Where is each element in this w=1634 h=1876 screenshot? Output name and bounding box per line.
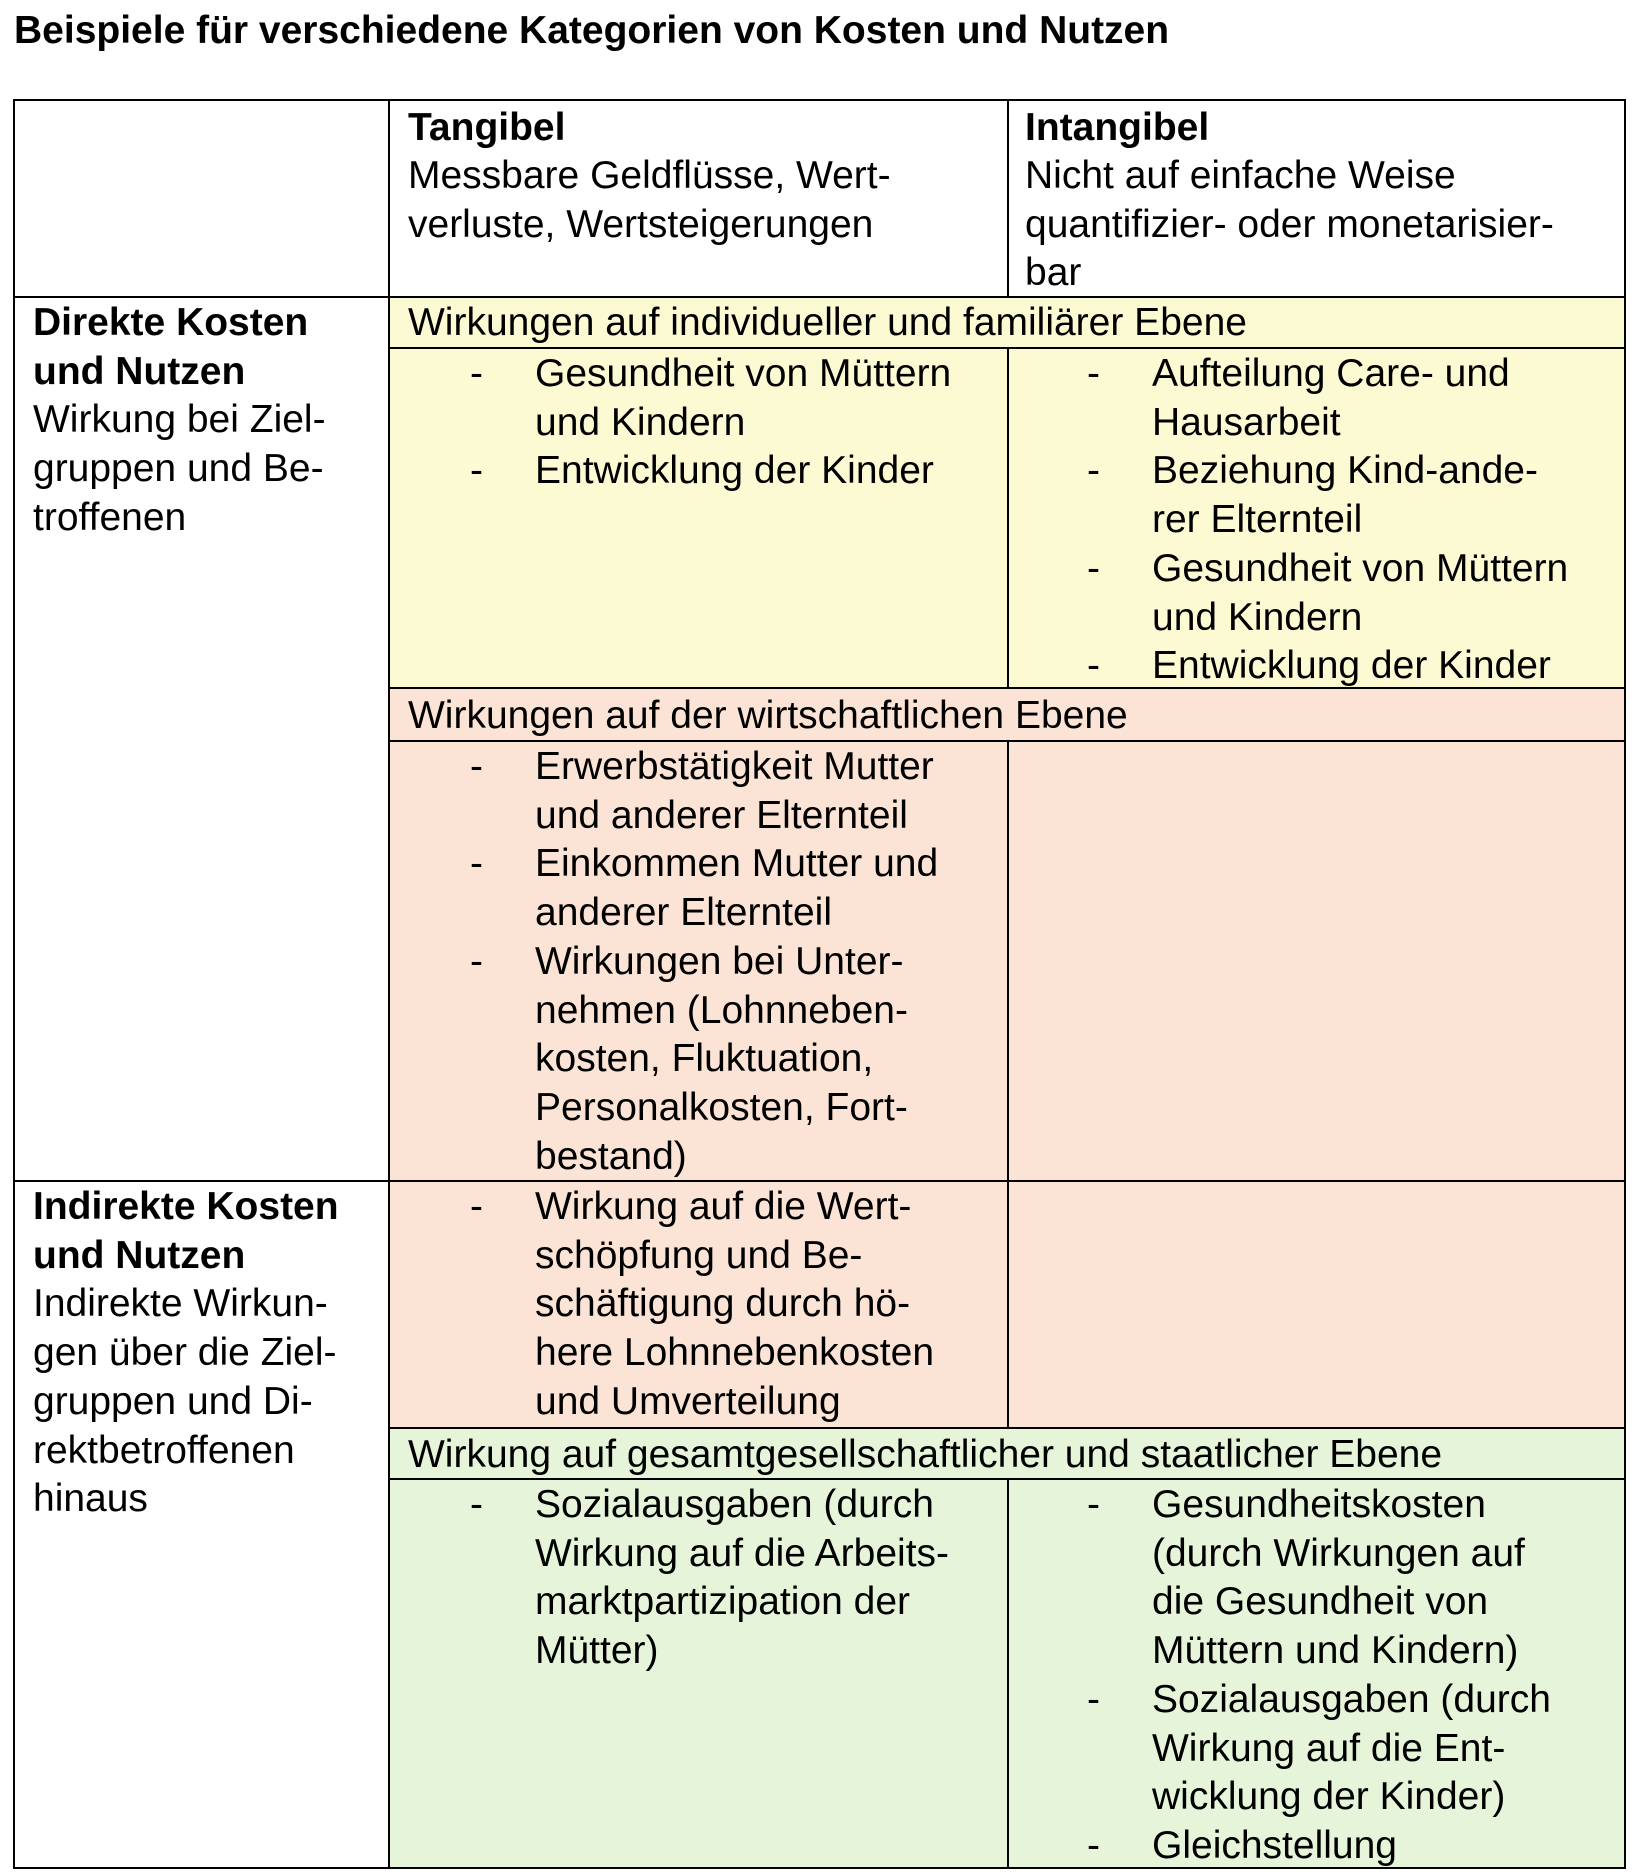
- list-item: Einkommen Mutter und: [535, 842, 939, 886]
- bullet-dash: -: [470, 352, 483, 395]
- list-item: bestand): [535, 1134, 687, 1178]
- row-description-indirekt: gen über die Ziel-: [33, 1331, 337, 1375]
- row-description-direkt: Wirkung bei Ziel-: [33, 398, 326, 442]
- table-border-right: [1624, 99, 1626, 1869]
- column-divider-2: [1007, 347, 1009, 688]
- row-description-direkt: troffenen: [33, 495, 187, 539]
- row-description-indirekt: rektbetroffenen: [33, 1428, 295, 1472]
- row-header-direkt: und Nutzen: [33, 349, 246, 393]
- list-item: Aufteilung Care- und: [1152, 352, 1510, 395]
- list-item: und anderer Elternteil: [535, 793, 908, 837]
- list-item: Wirkung auf die Arbeits-: [535, 1531, 950, 1575]
- list-item: Wirkungen bei Unter-: [535, 939, 904, 983]
- list-item: Gleichstellung: [1152, 1823, 1397, 1867]
- bullet-dash: -: [470, 939, 483, 983]
- bullet-dash: -: [1087, 352, 1100, 395]
- list-item: schäftigung durch hö-: [535, 1282, 911, 1326]
- list-item: wicklung der Kinder): [1152, 1775, 1506, 1819]
- bullet-dash: -: [470, 1185, 483, 1228]
- column-description-intangibel: bar: [1025, 251, 1082, 295]
- table-border-left: [13, 99, 15, 1869]
- section-label-individuell: Wirkungen auf individueller und familiärer Ebene: [408, 301, 1247, 344]
- bullet-dash: -: [1087, 1823, 1100, 1867]
- list-item: nehmen (Lohnneben-: [535, 988, 908, 1032]
- row-description-indirekt: gruppen und Di-: [33, 1379, 313, 1423]
- bullet-dash: -: [470, 842, 483, 886]
- column-description-intangibel: quantifizier- oder monetarisier-: [1025, 202, 1554, 246]
- list-item: Wirkung auf die Wert-: [535, 1185, 912, 1228]
- list-item: Sozialausgaben (durch: [535, 1483, 934, 1526]
- page-title: Beispiele für verschiedene Kategorien von Kosten und Nutzen: [14, 9, 1170, 52]
- column-description-tangibel: Messbare Geldflüsse, Wert-: [408, 154, 891, 197]
- column-description-tangibel: verluste, Wertsteigerungen: [408, 202, 874, 246]
- list-item: Sozialausgaben (durch: [1152, 1677, 1551, 1721]
- bullet-dash: -: [1087, 644, 1100, 688]
- row-header-direkt: Direkte Kosten: [33, 301, 309, 344]
- list-item: die Gesundheit von: [1152, 1580, 1489, 1624]
- list-item: here Lohnnebenkosten: [535, 1331, 935, 1375]
- bullet-dash: -: [470, 1483, 483, 1526]
- list-item: Entwicklung der Kinder: [1152, 644, 1551, 688]
- section-divider: [388, 1427, 1624, 1429]
- row-divider-direkt-indirekt: [13, 1180, 388, 1182]
- column-divider-2: [1007, 740, 1009, 1428]
- bullet-dash: -: [1087, 1483, 1100, 1526]
- list-item: Beziehung Kind-ande-: [1152, 449, 1538, 493]
- list-item: und Kindern: [535, 400, 746, 444]
- column-divider-1: [388, 99, 390, 1869]
- row-description-indirekt: hinaus: [33, 1477, 148, 1521]
- column-description-intangibel: Nicht auf einfache Weise: [1025, 154, 1456, 197]
- list-item: rer Elternteil: [1152, 498, 1363, 542]
- table-border-top: [13, 99, 1626, 101]
- bullet-dash: -: [470, 745, 483, 788]
- row-header-indirekt: Indirekte Kosten: [33, 1185, 339, 1228]
- list-item: und Kindern: [1152, 595, 1363, 639]
- list-item: und Umverteilung: [535, 1379, 841, 1423]
- column-divider-2: [1007, 99, 1009, 297]
- list-item: Gesundheit von Müttern: [535, 352, 952, 395]
- list-item: kosten, Fluktuation,: [535, 1037, 874, 1081]
- bullet-dash: -: [1087, 1677, 1100, 1721]
- list-item: Gesundheitskosten: [1152, 1483, 1486, 1526]
- list-item: anderer Elternteil: [535, 891, 832, 935]
- list-item: Hausarbeit: [1152, 400, 1341, 444]
- bullet-dash: -: [1087, 449, 1100, 493]
- column-header-intangibel: Intangibel: [1025, 106, 1210, 149]
- section-label-wirtschaftlich: Wirkungen auf der wirtschaftlichen Ebene: [408, 694, 1128, 737]
- bullet-dash: -: [470, 449, 483, 493]
- list-item: Entwicklung der Kinder: [535, 449, 934, 493]
- bullet-dash: -: [1087, 546, 1100, 590]
- list-item: (durch Wirkungen auf: [1152, 1531, 1525, 1575]
- column-divider-2: [1007, 1478, 1009, 1868]
- list-item: Müttern und Kindern): [1152, 1629, 1519, 1673]
- list-item: Wirkung auf die Ent-: [1152, 1726, 1506, 1770]
- list-item: Erwerbstätigkeit Mutter: [535, 745, 934, 788]
- row-description-indirekt: Indirekte Wirkun-: [33, 1282, 328, 1326]
- list-item: Gesundheit von Müttern: [1152, 546, 1569, 590]
- list-item: Mütter): [535, 1629, 659, 1673]
- list-item: Personalkosten, Fort-: [535, 1085, 908, 1129]
- row-description-direkt: gruppen und Be-: [33, 447, 324, 491]
- row-header-indirekt: und Nutzen: [33, 1233, 246, 1277]
- section-label-gesamtgesellschaftlich: Wirkung auf gesamtgesellschaftlicher und staatlicher Ebene: [408, 1433, 1443, 1476]
- list-item: schöpfung und Be-: [535, 1233, 863, 1277]
- column-header-tangibel: Tangibel: [408, 106, 566, 149]
- list-item: marktpartizipation der: [535, 1580, 910, 1624]
- row-divider-header: [13, 296, 1626, 298]
